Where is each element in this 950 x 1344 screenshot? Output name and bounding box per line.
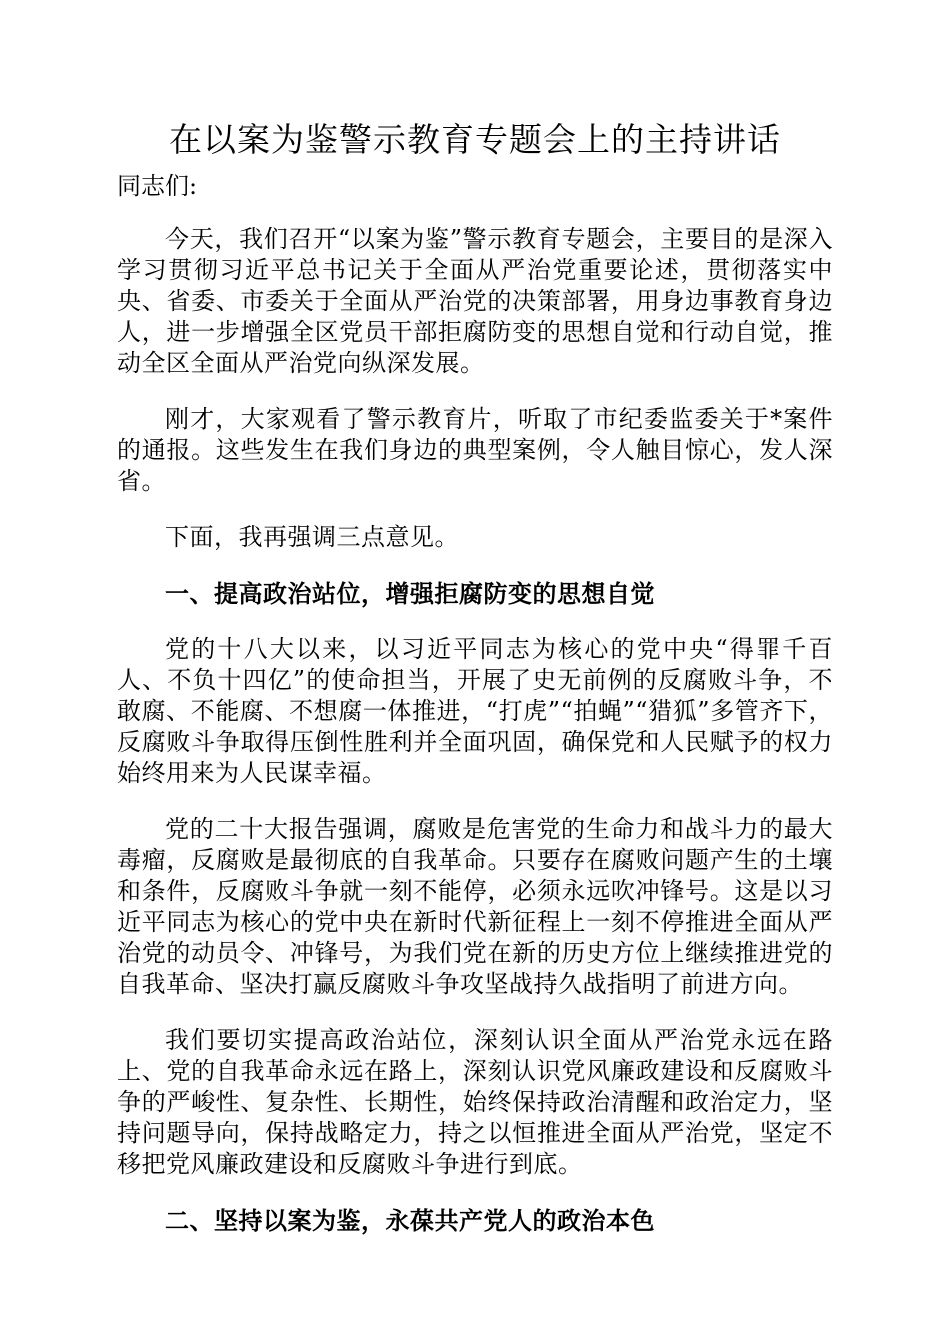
salutation: 同志们: (117, 172, 198, 200)
document-page (117, 112, 833, 1236)
document-title: 在以案为鉴警示教育专题会上的主持讲话 (169, 120, 781, 159)
intro-paragraph-1: 今天，我们召开“以案为鉴”警示教育专题会，主要目的是深入学习贯彻习近平总书记关于全面从严治党重要论述，贯彻落实中央、省委、市委关于全面从严治党的决策部署，用身边事教育身边人，进一步增强全区党员干部拒腐防变的思想自觉和行动自觉，推动全区全面从严治党向纵深发展。 (117, 225, 833, 377)
section-1-paragraph-3: 我们要切实提高政治站位，深刻认识全面从严治党永远在路上、党的自我革命永远在路上，深刻认识党风廉政建设和反腐败斗争的严峻性、复杂性、长期性，始终保持政治清醒和政治定力，坚持问题导向，保持战略定力，持之以恒推进全面从严治党，坚定不移把党风廉政建设和反腐败斗争进行到底。 (117, 1026, 833, 1178)
section-2-heading: 二、坚持以案为鉴，永葆共产党人的政治本色 (165, 1206, 655, 1235)
intro-paragraph-3: 下面，我再强调三点意见。 (165, 523, 459, 551)
section-1-heading: 一、提高政治站位，增强拒腐防变的思想自觉 (165, 579, 655, 608)
intro-paragraph-2: 刚才，大家观看了警示教育片，听取了市纪委监委关于*案件的通报。这些发生在我们身边的典型案例，令人触目惊心，发人深省。 (117, 405, 833, 495)
section-1-paragraph-1: 党的十八大以来，以习近平同志为核心的党中央“得罪千百人、不负十四亿”的使命担当，开展了史无前例的反腐败斗争，不敢腐、不能腐、不想腐一体推进，“打虎”“拍蝇”“猎狐”多管齐下，反腐败斗争取得压倒性胜利并全面巩固，确保党和人民赋予的权力始终用来为人民谋幸福。 (117, 635, 833, 787)
section-1-paragraph-2: 党的二十大报告强调，腐败是危害党的生命力和战斗力的最大毒瘤，反腐败是最彻底的自我革命。只要存在腐败问题产生的土壤和条件，反腐败斗争就一刻不能停，必须永远吹冲锋号。这是以习近平同志为核心的党中央在新时代新征程上一刻不停推进全面从严治党的动员令、冲锋号，为我们党在新的历史方位上继续推进党的自我革命、坚决打赢反腐败斗争攻坚战持久战指明了前进方向。 (117, 815, 833, 998)
